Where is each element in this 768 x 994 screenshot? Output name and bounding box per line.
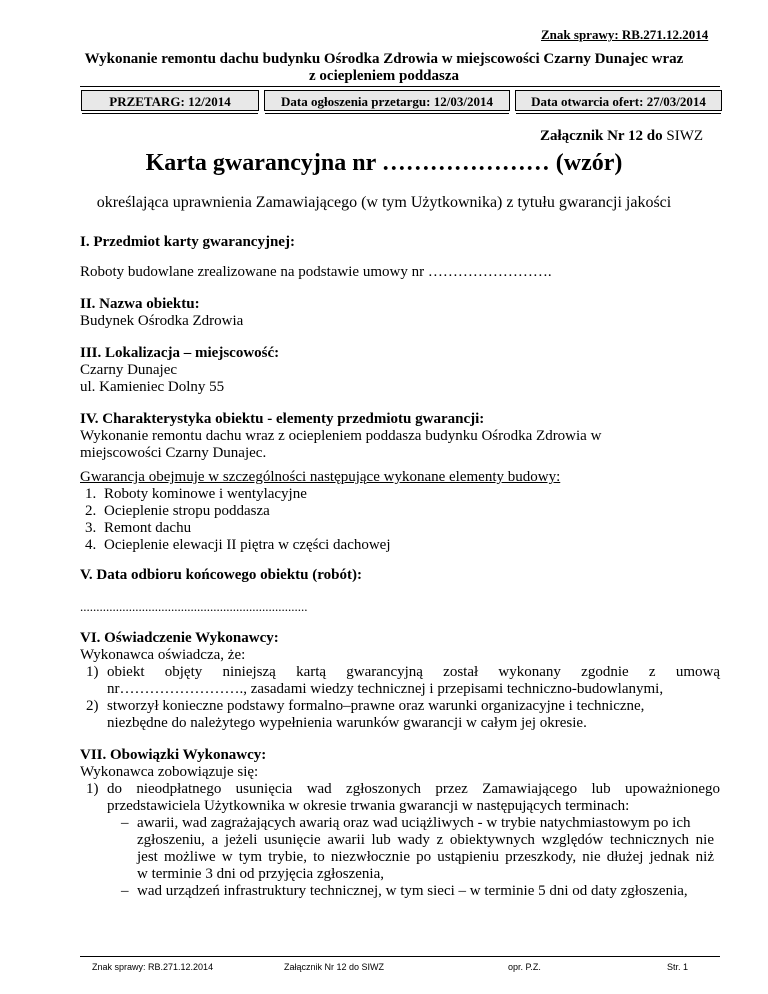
section-4-heading: IV. Charakterystyka obiektu - elementy przedmiotu gwarancji: [80,411,485,427]
section-2-heading: II. Nazwa obiektu: [80,296,200,312]
annex-label-bold: Załącznik Nr 12 do [540,128,663,144]
footer-annex: Załącznik Nr 12 do SIWZ [284,962,385,972]
section-4-line2: miejscowości Czarny Dunajec. [80,445,267,461]
point-number: 1) [86,781,99,797]
document-title: Karta gwarancyjna nr ………………… (wzór) [145,150,623,176]
guarantee-item: 1. Roboty kominowe i wentylacyjne [100,486,692,503]
obligation-1-line1: do nieodpłatnego usunięcia wad zgłoszonych przez Zamawiającego lub upoważnionego [107,781,720,797]
document-subtitle: określająca uprawnienia Zamawiającego (w tym Użytkownika) z tytułu gwarancji jakości [96,194,672,211]
term-1-line1: awarii, wad zagrażających awarią oraz wad uciążliwych - w trybie natychmiastowym po ich [137,815,691,831]
section-2-text: Budynek Ośrodka Zdrowia [80,313,244,329]
tender-title-line2: z ociepleniem poddasza [309,68,459,84]
footer-case-number: Znak sprawy: RB.271.12.2014 [92,962,214,972]
section-3-city: Czarny Dunajec [80,362,178,378]
section-7-heading: VII. Obowiązki Wykonawcy: [80,747,267,763]
section-4-line1: Wykonanie remontu dachu wraz z ociepleniem poddasza budynku Ośrodka Zdrowia w [80,428,602,444]
footer-author: opr. P.Z. [508,962,541,972]
dash-bullet: – [121,815,129,831]
term-1-line4: w terminie 3 dni od przyjęcia zgłoszenia, [137,866,384,882]
section-5-heading: V. Data odbioru końcowego obiektu (robót): [80,567,362,583]
term-2-line1: wad urządzeń infrastruktury technicznej, w tym sieci – w terminie 5 dni od daty zgłoszenia, [137,883,688,899]
obligation-1-line2: przedstawiciela Użytkownika w okresie trwania gwarancji w następujących terminach: [107,798,630,814]
dash-bullet: – [121,883,129,899]
guarantee-intro: Gwarancja obejmuje w szczególności następujące wykonane elementy budowy: [80,469,561,485]
section-3-street: ul. Kamieniec Dolny 55 [80,379,225,395]
guarantee-item: 2. Ocieplenie stropu poddasza [100,503,692,520]
section-6-heading: VI. Oświadczenie Wykonawcy: [80,630,279,646]
tender-title-line1: Wykonanie remontu dachu budynku Ośrodka Zdrowia w miejscowości Czarny Dunajec wraz [84,51,684,67]
point-number: 1) [86,664,99,680]
guarantee-item: 3. Remont dachu [100,520,692,537]
case-number-header: Znak sprawy: RB.271.12.2014 [541,27,709,42]
guarantee-items-list [52,486,692,554]
announcement-date-box: Data ogłoszenia przetargu: 12/03/2014 [264,90,510,111]
section-3-heading: III. Lokalizacja – miejscowość: [80,345,280,361]
opening-date-box: Data otwarcia ofert: 27/03/2014 [515,90,722,111]
term-1-line2: zgłoszeniu, a jeżeli usunięcie awarii lub wady z obiektywnych względów technicznych nie [137,832,714,848]
statement-1-line1: obiekt objęty niniejszą kartą gwarancyjną został wykonany zgodnie z umową [107,664,720,680]
section-7-intro: Wykonawca zobowiązuje się: [80,764,259,780]
point-number: 2) [86,698,99,714]
annex-label [540,128,703,145]
statement-1-line2: nr……………………., zasadami wiedzy technicznej i przepisami techniczno-budowlanymi, [107,681,664,697]
footer-page-number: Str. 1 [667,962,689,972]
completion-date-dots: ...................................................................... [80,599,308,614]
statement-2-line2: niezbędne do należytego wypełnienia warunków gwarancji w całym jej okresie. [107,715,587,731]
tender-number-box: PRZETARG: 12/2014 [81,90,259,111]
section-1-heading: I. Przedmiot karty gwarancyjnej: [80,234,295,250]
footer-rule [80,956,720,957]
section-6-intro: Wykonawca oświadcza, że: [80,647,246,663]
annex-label-rest: SIWZ [662,128,704,144]
term-1-line3: jest możliwe w tym trybie, to niezwłocznie po ustąpieniu przeszkody, nie dłużej jednak niż [137,849,714,865]
statement-2-line1: stworzył konieczne podstawy formalno–prawne oraz warunki organizacyjne i techniczne, [107,698,645,714]
header-rule [80,86,720,87]
guarantee-item: 4. Ocieplenie elewacji II piętra w części dachowej [100,537,692,554]
section-1-text: Roboty budowlane zrealizowane na podstawie umowy nr ……………………. [80,264,552,280]
